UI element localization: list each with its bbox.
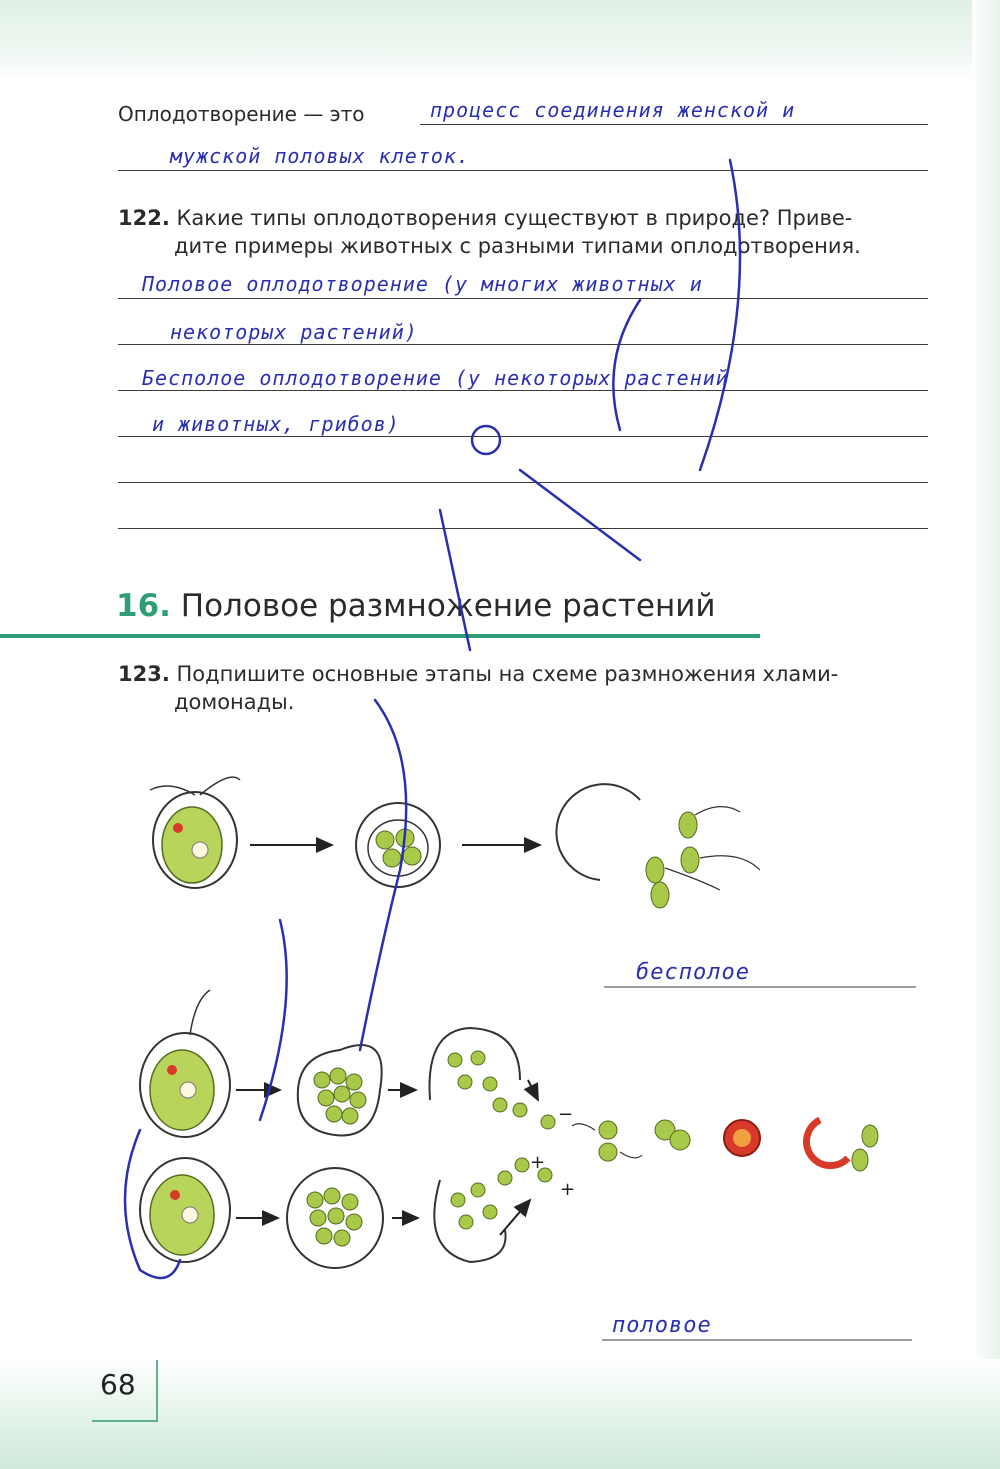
plus-sign: + (530, 1152, 546, 1173)
gamete-fusion (572, 1121, 642, 1161)
asexual-mother-cell (150, 777, 240, 888)
asexual-zoospores-release (556, 784, 760, 908)
q122-answer-2: некоторых растений) (170, 320, 418, 344)
sexual-mother-cell-bottom (140, 1158, 230, 1262)
q122-text-2: дите примеры животных с разными типами оплодотворения. (174, 234, 861, 258)
gamete-formation-bottom (287, 1168, 383, 1268)
page-number: 68 (100, 1368, 136, 1401)
section-title: Половое размножение растений (180, 588, 716, 624)
label-sexual: половое (612, 1313, 712, 1338)
zygote-forming (655, 1120, 690, 1150)
gametes-release-bottom (434, 1158, 552, 1262)
q122-answer-4: и животных, грибов) (152, 412, 400, 436)
label-asexual: бесполое (636, 960, 750, 985)
q122-number: 122. (118, 206, 170, 230)
q122-answer-1: Половое оплодотворение (у многих животных и (142, 272, 703, 296)
section-number: 16. (116, 588, 171, 624)
pen-scribbles (125, 160, 740, 1278)
q123-text-1: Подпишите основные этапы на схеме размножения хлами- (176, 662, 839, 686)
definition-answer-1: процесс соединения женской и (430, 98, 796, 122)
gamete-formation-top (298, 1045, 382, 1135)
definition-answer-2: мужской половых клеток. (170, 144, 470, 168)
q122-text-1: Какие типы оплодотворения существуют в природе? Приве- (176, 206, 853, 230)
plus-sign: + (560, 1179, 576, 1200)
arrow (500, 1200, 530, 1235)
minus-sign: − (558, 1104, 574, 1125)
q123-number: 123. (118, 662, 170, 686)
gametes-release-top (430, 1028, 556, 1129)
definition-label: Оплодотворение — это (118, 102, 365, 126)
zygote-germination (806, 1120, 878, 1171)
arrow (528, 1080, 538, 1100)
q123-text-2: домонады. (174, 690, 295, 714)
sexual-mother-cell-top (140, 990, 230, 1137)
zygote (724, 1120, 760, 1156)
q122-answer-3: Бесполое оплодотворение (у некоторых растений (142, 366, 729, 390)
